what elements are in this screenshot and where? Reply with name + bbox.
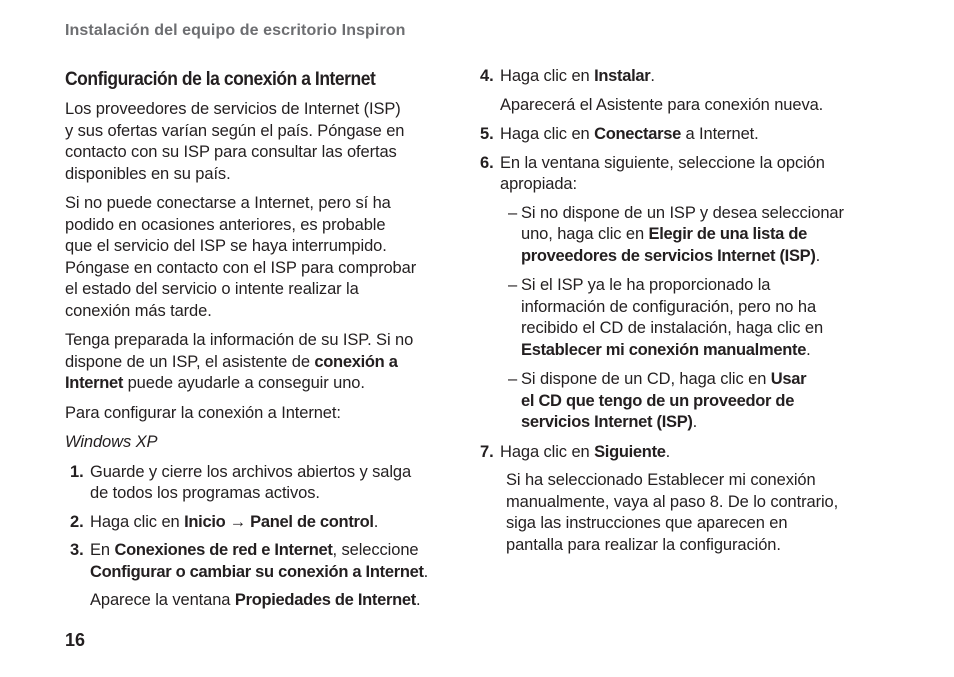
step-number: 5. — [480, 125, 494, 143]
text-line — [65, 373, 453, 395]
menu-path-bold: Inicio → Panel de control — [184, 512, 374, 531]
step-3-note — [65, 590, 453, 612]
running-header: Instalación del equipo de escritorio Inspiron — [65, 22, 406, 39]
text-span: puede ayudarle a conseguir uno. — [123, 374, 365, 392]
text-line: manualmente, vaya al paso 8. De lo contrario, — [506, 492, 839, 511]
step-7 — [480, 442, 875, 464]
text-span: Si dispone de un CD, haga clic en — [521, 370, 771, 388]
text-line: el estado del servicio o intente realizar la — [65, 280, 359, 298]
option-name-bold: proveedores de servicios Internet (ISP) — [521, 246, 816, 265]
text-line: podido en ocasiones anteriores, es probable — [65, 215, 386, 234]
text-line — [500, 442, 875, 464]
text-span: . — [423, 562, 429, 581]
option-name-bold: Establecer mi conexión manualmente — [521, 340, 807, 359]
text-line: En la ventana siguiente, seleccione la opción — [500, 153, 825, 172]
text-line: Si ha seleccionado Establecer mi conexión — [506, 471, 816, 489]
option-name-bold: Elegir de una lista de — [648, 225, 807, 243]
text-span: dispone de un ISP, el asistente de — [65, 352, 315, 371]
step-3 — [65, 540, 453, 583]
step-4 — [480, 66, 875, 88]
os-label: Windows XP — [65, 433, 158, 451]
button-name-bold: Instalar — [594, 67, 651, 85]
page-number: 16 — [65, 630, 86, 650]
text-span: Haga clic en — [500, 125, 595, 143]
option-name-bold: el CD que tengo de un proveedor de — [521, 391, 795, 410]
text-span: , seleccione — [332, 541, 419, 559]
step-6-option-manual — [480, 275, 875, 361]
text-span: Haga clic en — [90, 512, 185, 531]
step-number: 6. — [480, 153, 494, 172]
text-span: a Internet. — [680, 125, 759, 143]
text-line: pantalla para realizar la configuración. — [506, 535, 781, 554]
text-line: Los proveedores de servicios de Internet (ISP) — [65, 100, 401, 118]
step-2 — [65, 512, 453, 534]
text-line: que el servicio del ISP se haya interrumpido. — [65, 237, 387, 255]
step-number: 3. — [70, 541, 84, 559]
right-column — [480, 66, 875, 564]
text-span: . — [692, 413, 698, 431]
text-line — [521, 246, 875, 268]
wizard-name-bold: conexión a — [314, 352, 398, 371]
text-line: apropiada: — [500, 175, 577, 193]
text-span: uno, haga clic en — [521, 225, 649, 243]
option-name-bold: Conectarse — [594, 125, 681, 143]
wizard-name-bold: Internet — [65, 374, 124, 392]
step-number: 4. — [480, 67, 494, 85]
text-line — [500, 66, 875, 88]
text-line: siga las instrucciones que aparecen en — [506, 514, 788, 532]
intro-paragraph-isp — [65, 99, 453, 185]
text-line — [90, 562, 453, 584]
text-line: disponibles en su país. — [65, 164, 231, 183]
step-6 — [480, 153, 875, 196]
text-line — [90, 590, 453, 612]
text-line: de todos los programas activos. — [90, 484, 320, 502]
step-1 — [65, 462, 453, 505]
text-line: recibido el CD de instalación, haga clic en — [521, 319, 824, 337]
text-line: conexión más tarde. — [65, 301, 212, 320]
intro-paragraph-lead: Para configurar la conexión a Internet: — [65, 403, 341, 422]
task-name-bold: Configurar o cambiar su conexión a Internet — [90, 562, 424, 581]
text-line — [521, 412, 875, 434]
text-span: Haga clic en — [500, 67, 595, 85]
step-number: 7. — [480, 442, 494, 461]
text-span: . — [650, 67, 655, 85]
text-line — [521, 369, 875, 391]
step-5 — [480, 124, 875, 146]
text-span: En — [90, 541, 115, 559]
text-span: Aparece la ventana — [90, 591, 235, 609]
option-name-bold: Usar — [770, 370, 807, 388]
text-line: Tenga preparada la información de su ISP. Si no — [65, 331, 414, 349]
text-line: Si no puede conectarse a Internet, pero sí ha — [65, 194, 391, 212]
text-span: . — [806, 340, 811, 359]
dash-bullet: – — [508, 370, 518, 388]
text-line — [65, 352, 453, 374]
text-span: . — [373, 512, 379, 531]
section-title: Configuración de la conexión a Internet — [65, 69, 376, 90]
text-line — [90, 540, 453, 562]
text-line — [521, 340, 875, 362]
step-7-note — [480, 470, 875, 556]
text-span: . — [665, 442, 671, 461]
text-line — [90, 512, 453, 534]
intro-paragraph-troubleshoot — [65, 193, 453, 322]
step-6-option-cd — [480, 369, 875, 434]
text-span: . — [415, 591, 421, 609]
step-4-note: Aparecerá el Asistente para conexión nueva. — [500, 95, 824, 114]
category-name-bold: Conexiones de red e Internet — [114, 541, 333, 559]
option-name-bold: servicios Internet (ISP) — [521, 413, 693, 431]
step-number: 2. — [70, 512, 84, 531]
step-number: 1. — [70, 462, 84, 481]
left-column — [65, 67, 453, 620]
text-line: y sus ofertas varían según el país. Póngase en — [65, 121, 405, 140]
text-span: . — [815, 246, 821, 265]
intro-paragraph-prepare — [65, 330, 453, 395]
text-line — [521, 391, 875, 413]
dash-bullet: – — [508, 276, 518, 294]
dash-bullet: – — [508, 203, 518, 222]
text-line: información de configuración, pero no ha — [521, 297, 817, 316]
text-line — [500, 124, 875, 146]
text-span: Haga clic en — [500, 442, 595, 461]
text-line: Si no dispone de un ISP y desea seleccionar — [521, 203, 844, 222]
text-line: Guarde y cierre los archivos abiertos y salga — [90, 462, 412, 481]
text-line: contacto con su ISP para consultar las ofertas — [65, 143, 397, 161]
step-6-option-no-isp — [480, 203, 875, 268]
text-line: Si el ISP ya le ha proporcionado la — [521, 276, 771, 294]
text-line — [521, 224, 875, 246]
button-name-bold: Siguiente — [594, 442, 666, 461]
window-name-bold: Propiedades de Internet — [234, 591, 416, 609]
text-line: Póngase en contacto con el ISP para comprobar — [65, 258, 417, 277]
